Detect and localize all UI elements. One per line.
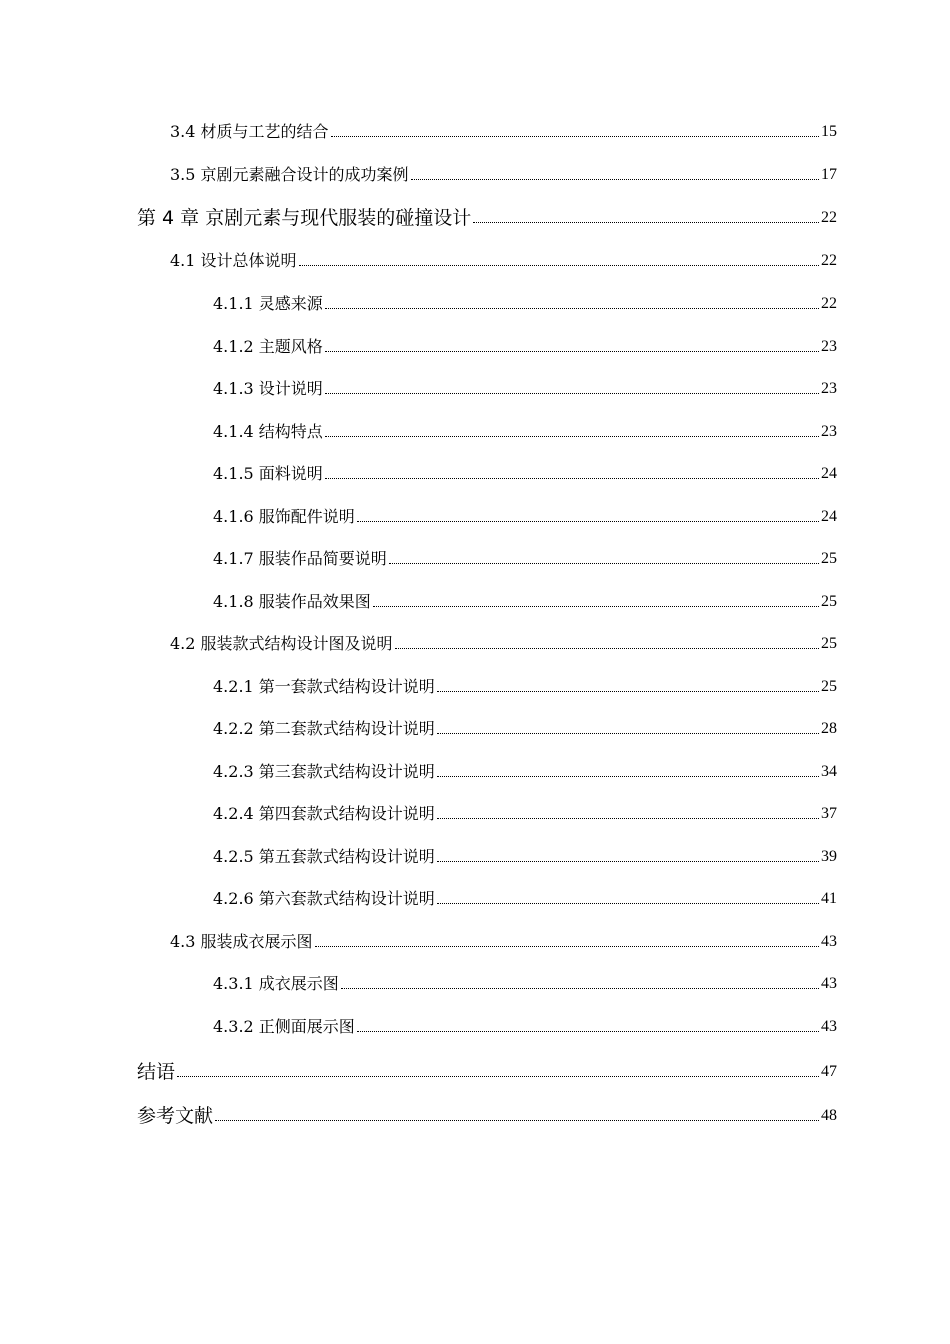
dot-leader	[325, 307, 819, 309]
toc-entry-page: 28	[821, 720, 837, 737]
toc-entry-page: 48	[821, 1107, 837, 1124]
dot-leader	[437, 775, 819, 777]
dot-leader	[411, 178, 819, 180]
toc-entry-page: 43	[821, 1018, 837, 1035]
dot-leader	[215, 1119, 819, 1121]
dot-leader	[325, 477, 819, 479]
toc-entry-page: 23	[821, 338, 837, 355]
toc-entry-4-2-1[interactable]	[213, 672, 837, 698]
toc-entry-page: 15	[821, 123, 837, 140]
toc-entry-4-1-3[interactable]	[213, 374, 837, 400]
dot-leader	[437, 817, 819, 819]
toc-entry-page: 24	[821, 465, 837, 482]
toc-entry-4-1-2[interactable]	[213, 332, 837, 358]
toc-entry-4-1-6[interactable]	[213, 502, 837, 528]
toc-entry-4-2-3[interactable]	[213, 757, 837, 783]
toc-entry-label: 4.1.1 灵感来源	[213, 294, 323, 313]
toc-entry-page: 22	[821, 209, 837, 226]
dot-leader	[299, 264, 819, 266]
dot-leader	[341, 987, 819, 989]
toc-entry-4-1-4[interactable]	[213, 417, 837, 443]
toc-entry-label: 4.3 服装成衣展示图	[170, 932, 313, 951]
toc-entry-label: 3.5 京剧元素融合设计的成功案例	[170, 165, 409, 184]
toc-entry-label: 4.1.4 结构特点	[213, 422, 323, 441]
toc-entry-4-2-2[interactable]	[213, 714, 837, 740]
toc-entry-label: 第 4 章 京剧元素与现代服装的碰撞设计	[137, 207, 472, 229]
toc-entry-label: 4.1.2 主题风格	[213, 337, 323, 356]
dot-leader	[437, 690, 819, 692]
toc-entry-label: 4.1.5 面料说明	[213, 464, 323, 483]
toc-entry-page: 25	[821, 593, 837, 610]
dot-leader	[325, 435, 819, 437]
dot-leader	[373, 605, 819, 607]
toc-entry-4-2-5[interactable]	[213, 842, 837, 868]
toc-entry-label: 4.2 服装款式结构设计图及说明	[170, 634, 393, 653]
toc-entry-page: 23	[821, 423, 837, 440]
dot-leader	[331, 135, 819, 137]
dot-leader	[357, 520, 819, 522]
toc-entry-label: 4.2.3 第三套款式结构设计说明	[213, 762, 435, 781]
toc-entry-page: 41	[821, 890, 837, 907]
toc-entry-page: 25	[821, 550, 837, 567]
dot-leader	[395, 647, 819, 649]
dot-leader	[325, 392, 819, 394]
dot-leader	[177, 1075, 819, 1077]
dot-leader	[315, 945, 819, 947]
toc-entry-4-2-6[interactable]	[213, 884, 837, 910]
toc-entry-4-2-4[interactable]	[213, 799, 837, 825]
toc-entry-page: 34	[821, 763, 837, 780]
toc-entry-label: 4.1.8 服装作品效果图	[213, 592, 371, 611]
dot-leader	[437, 902, 819, 904]
dot-leader	[437, 860, 819, 862]
toc-entry-page: 25	[821, 678, 837, 695]
dot-leader	[389, 562, 819, 564]
toc-entry-label: 4.2.4 第四套款式结构设计说明	[213, 804, 435, 823]
toc-entry-label: 4.2.1 第一套款式结构设计说明	[213, 677, 435, 696]
toc-entry-label: 4.1 设计总体说明	[170, 251, 297, 270]
toc-entry-4-1-7[interactable]	[213, 544, 837, 570]
toc-entry-label: 4.2.2 第二套款式结构设计说明	[213, 719, 435, 738]
toc-entry-label: 4.2.5 第五套款式结构设计说明	[213, 847, 435, 866]
toc-entry-label: 4.1.3 设计说明	[213, 379, 323, 398]
dot-leader	[325, 350, 819, 352]
toc-entry-page: 25	[821, 635, 837, 652]
toc-entry-label: 4.2.6 第六套款式结构设计说明	[213, 889, 435, 908]
toc-entry-page: 39	[821, 848, 837, 865]
toc-entry-page: 22	[821, 252, 837, 269]
toc-entry-page: 47	[821, 1063, 837, 1080]
toc-entry-label: 4.1.6 服饰配件说明	[213, 507, 355, 526]
toc-entry-chapter-4[interactable]	[137, 203, 837, 229]
toc-entry-conclusion[interactable]	[137, 1057, 837, 1083]
toc-entry-page: 43	[821, 975, 837, 992]
toc-entry-4-1-8[interactable]	[213, 587, 837, 613]
toc-entry-references[interactable]	[137, 1101, 837, 1127]
toc-entry-page: 24	[821, 508, 837, 525]
toc-entry-page: 17	[821, 166, 837, 183]
toc-entry-4-3[interactable]	[170, 927, 837, 953]
toc-entry-4-1[interactable]	[170, 246, 837, 272]
dot-leader	[437, 732, 819, 734]
toc-entry-4-3-2[interactable]	[213, 1012, 837, 1038]
toc-entry-label: 结语	[137, 1061, 176, 1083]
toc-entry-label: 4.3.2 正侧面展示图	[213, 1017, 355, 1036]
toc-entry-label: 4.3.1 成衣展示图	[213, 974, 339, 993]
toc-entry-4-3-1[interactable]	[213, 969, 837, 995]
dot-leader	[357, 1030, 819, 1032]
toc-entry-page: 23	[821, 380, 837, 397]
toc-entry-page: 37	[821, 805, 837, 822]
toc-entry-4-2[interactable]	[170, 629, 837, 655]
toc-entry-4-1-1[interactable]	[213, 289, 837, 315]
toc-entry-label: 4.1.7 服装作品简要说明	[213, 549, 387, 568]
toc-entry-label: 3.4 材质与工艺的结合	[170, 122, 329, 141]
dot-leader	[473, 221, 819, 223]
toc-entry-page: 22	[821, 295, 837, 312]
toc-entry-4-1-5[interactable]	[213, 459, 837, 485]
toc-entry-label: 参考文献	[137, 1105, 214, 1127]
toc-entry-page: 43	[821, 933, 837, 950]
toc-entry-3-4[interactable]	[170, 117, 837, 143]
toc-entry-3-5[interactable]	[170, 160, 837, 186]
